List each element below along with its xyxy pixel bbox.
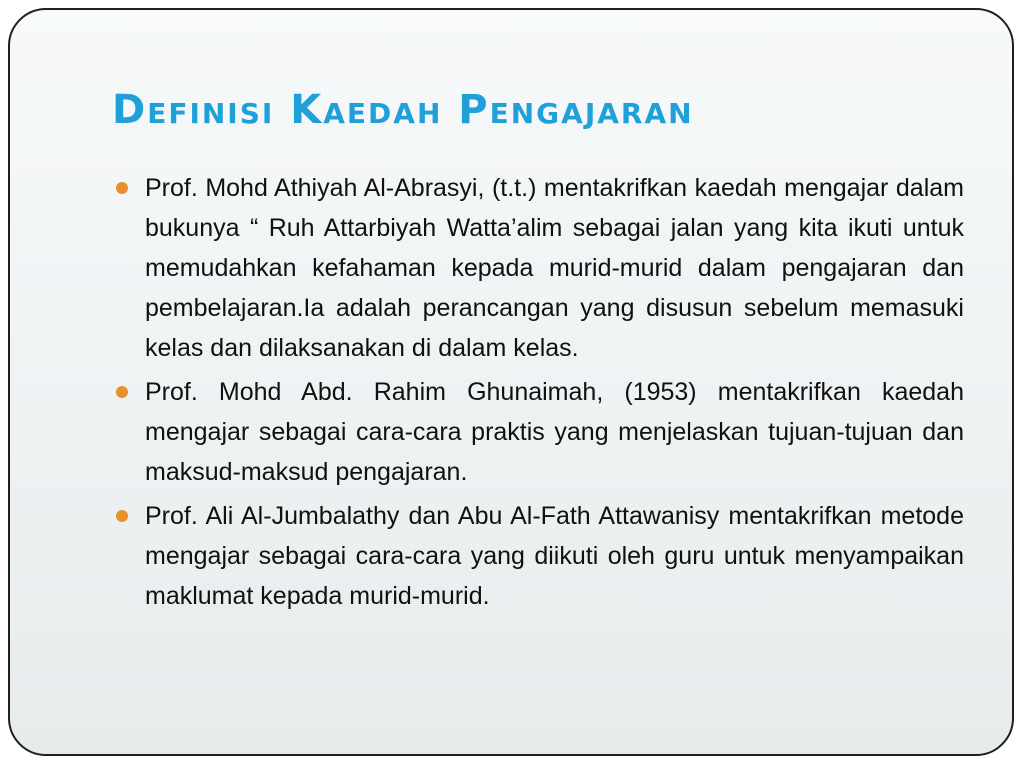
bullet-item xyxy=(112,372,964,492)
slide-title: Definisi Kaedah Pengajaran xyxy=(112,87,694,133)
bullet-text: Prof. Mohd Athiyah Al-Abrasyi, (t.t.) mentakrifkan kaedah mengajar dalam bukunya “ Ruh Attarbiyah Watta’alim sebagai jalan yang kita ikuti untuk memudahkan kefahaman kepada murid-murid dalam pengajaran dan pembelajaran.Ia adalah perancangan yang disusun sebelum memasuki kelas dan dilaksanakan di dalam kelas. xyxy=(145,174,964,362)
bullet-dot-icon xyxy=(116,510,128,522)
bullet-item xyxy=(112,168,964,368)
bullet-dot-icon xyxy=(116,182,128,194)
bullet-text: Prof. Mohd Abd. Rahim Ghunaimah, (1953) mentakrifkan kaedah mengajar sebagai cara-cara praktis yang menjelaskan tujuan-tujuan dan maksud-maksud pengajaran. xyxy=(145,378,964,486)
bullet-list xyxy=(112,168,964,620)
bullet-item xyxy=(112,496,964,616)
bullet-dot-icon xyxy=(116,386,128,398)
bullet-text: Prof. Ali Al-Jumbalathy dan Abu Al-Fath Attawanisy mentakrifkan metode mengajar sebagai cara-cara yang diikuti oleh guru untuk menyampaikan maklumat kepada murid-murid. xyxy=(145,502,964,610)
